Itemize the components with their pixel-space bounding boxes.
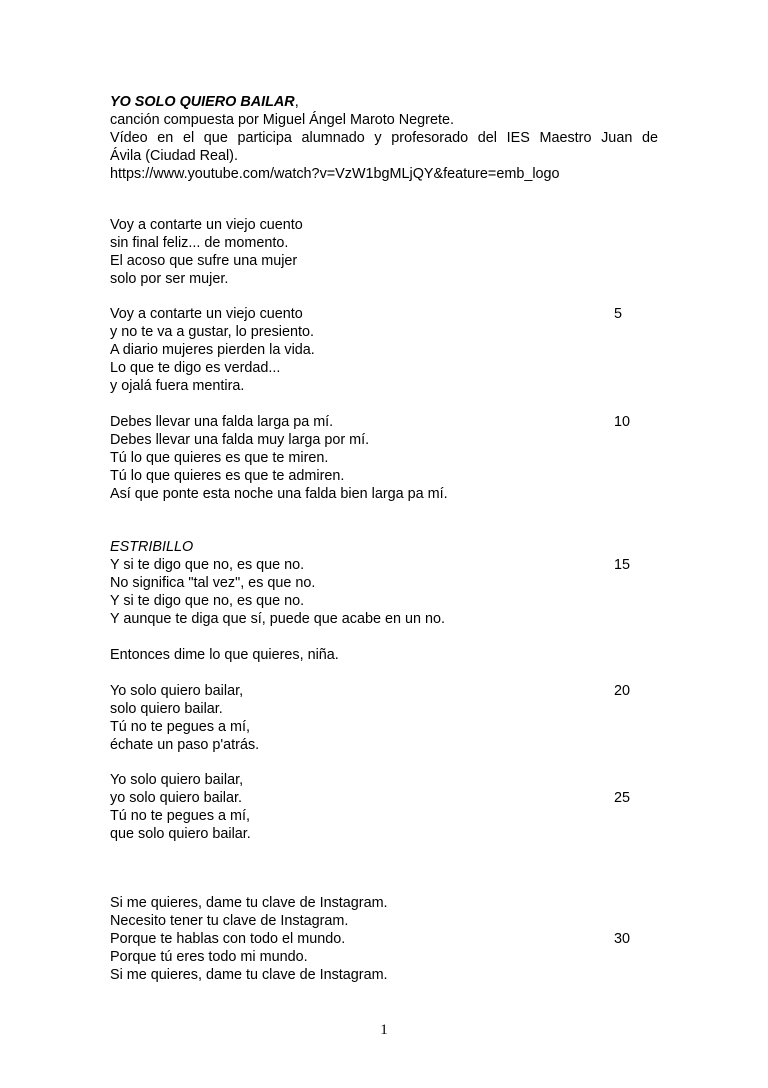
composer-line: canción compuesta por Miguel Ángel Maroto Negrete. bbox=[110, 112, 454, 128]
line-number: 5 bbox=[614, 306, 623, 322]
line-number: 25 bbox=[614, 790, 631, 806]
lyric-line: Lo que te digo es verdad... bbox=[110, 360, 281, 376]
lyric-line: Voy a contarte un viejo cuento bbox=[110, 217, 303, 233]
lyric-line: solo quiero bailar. bbox=[110, 701, 223, 717]
lyric-line: solo por ser mujer. bbox=[110, 271, 229, 287]
lyric-line: El acoso que sufre una mujer bbox=[110, 253, 298, 269]
lyric-line: sin final feliz... de momento. bbox=[110, 235, 289, 251]
lyric-line: Porque te hablas con todo el mundo. bbox=[110, 931, 346, 947]
chorus-label: ESTRIBILLO bbox=[110, 539, 194, 555]
video-url[interactable]: https://www.youtube.com/watch?v=VzW1bgMLjQY&feature=emb_logo bbox=[110, 166, 560, 182]
line-number: 20 bbox=[614, 683, 631, 699]
lyric-line: que solo quiero bailar. bbox=[110, 826, 251, 842]
lyric-line: y ojalá fuera mentira. bbox=[110, 378, 245, 394]
video-description-line-2: Ávila (Ciudad Real). bbox=[110, 148, 238, 164]
lyric-line: y no te va a gustar, lo presiento. bbox=[110, 324, 314, 340]
lyric-line: Tú lo que quieres es que te admiren. bbox=[110, 468, 345, 484]
lyric-line: A diario mujeres pierden la vida. bbox=[110, 342, 315, 358]
title-line bbox=[110, 93, 299, 111]
lyric-line: Si me quieres, dame tu clave de Instagram. bbox=[110, 967, 388, 983]
song-title: YO SOLO QUIERO BAILAR bbox=[110, 94, 295, 110]
lyric-line: Y si te digo que no, es que no. bbox=[110, 593, 305, 609]
line-number: 15 bbox=[614, 557, 631, 573]
lyric-line: Debes llevar una falda muy larga por mí. bbox=[110, 432, 370, 448]
lyric-line: Entonces dime lo que quieres, niña. bbox=[110, 647, 339, 663]
lyric-line: Tú no te pegues a mí, bbox=[110, 719, 250, 735]
lyric-line: Debes llevar una falda larga pa mí. bbox=[110, 414, 334, 430]
lyric-line: Así que ponte esta noche una falda bien larga pa mí. bbox=[110, 486, 448, 502]
lyric-line: yo solo quiero bailar. bbox=[110, 790, 242, 806]
lyric-line: Si me quieres, dame tu clave de Instagram. bbox=[110, 895, 388, 911]
lyric-line: Y si te digo que no, es que no. bbox=[110, 557, 305, 573]
lyric-line: Voy a contarte un viejo cuento bbox=[110, 306, 303, 322]
lyric-line: Porque tú eres todo mi mundo. bbox=[110, 949, 308, 965]
lyric-line: échate un paso p'atrás. bbox=[110, 737, 260, 753]
lyric-line: Tú no te pegues a mí, bbox=[110, 808, 250, 824]
video-description-line-1: Vídeo en el que participa alumnado y profesorado del IES Maestro Juan de bbox=[110, 130, 658, 146]
lyric-line: Necesito tener tu clave de Instagram. bbox=[110, 913, 349, 929]
page-number: 1 bbox=[380, 1022, 388, 1038]
lyric-line: Y aunque te diga que sí, puede que acabe en un no. bbox=[110, 611, 446, 627]
lyric-line: No significa "tal vez", es que no. bbox=[110, 575, 316, 591]
lyric-line: Yo solo quiero bailar, bbox=[110, 683, 244, 699]
lyric-line: Yo solo quiero bailar, bbox=[110, 772, 244, 788]
lyric-line: Tú lo que quieres es que te miren. bbox=[110, 450, 329, 466]
title-comma: , bbox=[294, 94, 299, 110]
line-number: 30 bbox=[614, 931, 631, 947]
line-number: 10 bbox=[614, 414, 631, 430]
